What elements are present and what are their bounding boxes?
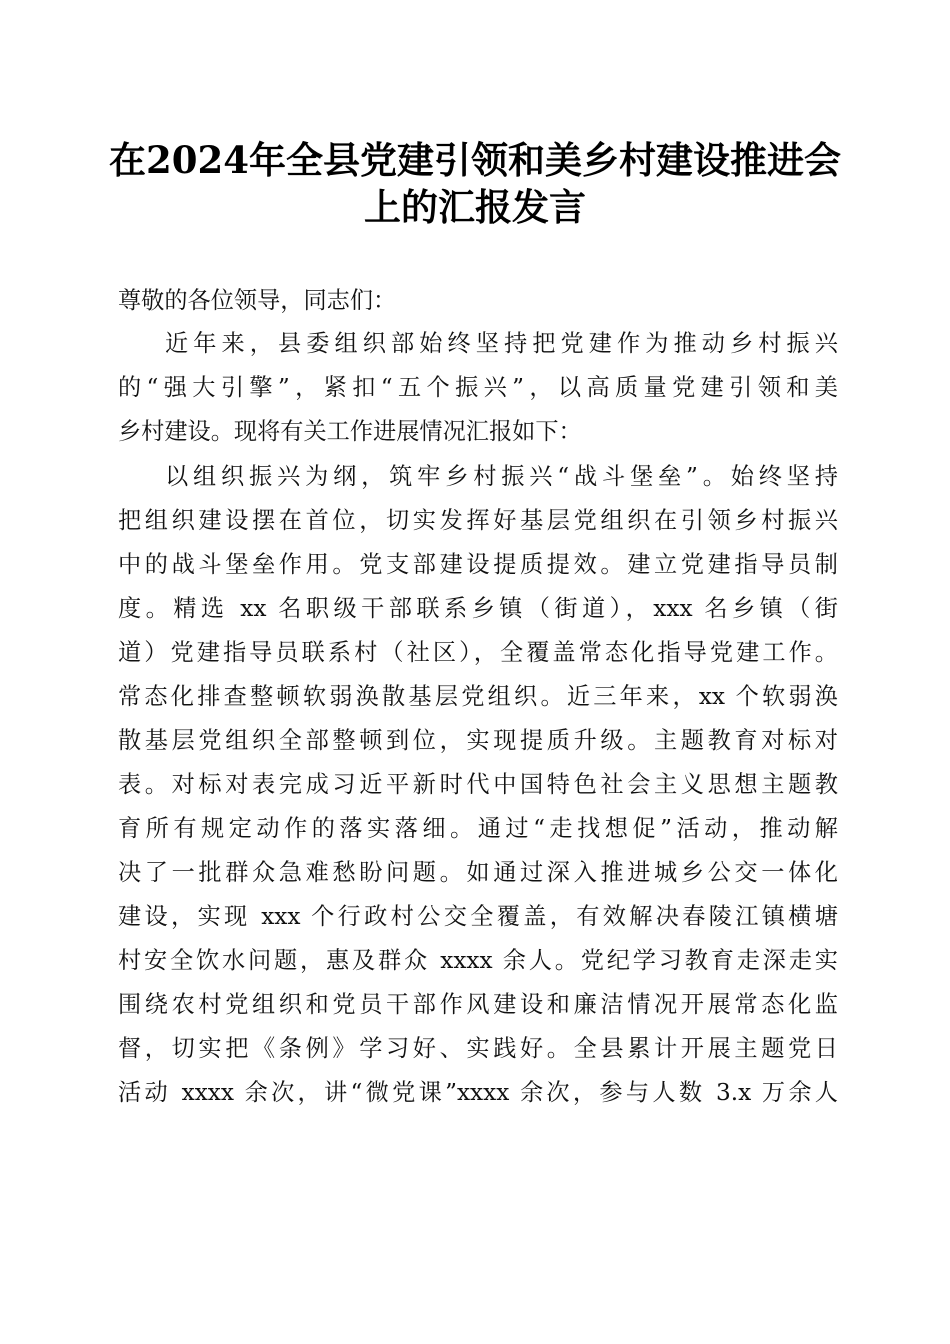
paragraph-2-line-14: 督，切实把《条例》学习好、实践好。全县累计开展主题党日 [118, 1035, 838, 1062]
paragraph-2-line-11: 建设，实现 xxx 个行政村公交全覆盖，有效解决春陵江镇横塘 [118, 903, 838, 930]
paragraph-2-line-15: 活动 xxxx 余次，讲“微党课”xxxx 余次，参与人数 3.x 万余人 [118, 1079, 838, 1106]
paragraph-2-line-10: 决了一批群众急难愁盼问题。如通过深入推进城乡公交一体化 [118, 859, 838, 886]
paragraph-1-line-1: 近年来，县委组织部始终坚持把党建作为推动乡村振兴 [165, 330, 838, 357]
paragraph-2-line-1: 以组织振兴为纲，筑牢乡村振兴“战斗堡垒”。始终坚持 [165, 463, 838, 490]
document-title-line-2: 上的汇报发言 [364, 185, 586, 229]
paragraph-2-line-13: 围绕农村党组织和党员干部作风建设和廉洁情况开展常态化监 [118, 991, 838, 1018]
document-title-line-1: 在2024年全县党建引领和美乡村建设推进会 [109, 138, 841, 182]
paragraph-2-line-5: 道）党建指导员联系村（社区），全覆盖常态化指导党建工作。 [118, 639, 838, 666]
paragraph-2-line-8: 表。对标对表完成习近平新时代中国特色社会主义思想主题教 [118, 771, 838, 798]
paragraph-2-line-4: 度。精选 xx 名职级干部联系乡镇（街道），xxx 名乡镇（街 [118, 595, 838, 622]
salutation: 尊敬的各位领导，同志们： [118, 287, 397, 314]
paragraph-2-line-3: 中的战斗堡垒作用。党支部建设提质提效。建立党建指导员制 [118, 551, 838, 578]
paragraph-2-line-7: 散基层党组织全部整顿到位，实现提质升级。主题教育对标对 [118, 727, 838, 754]
paragraph-2-line-2: 把组织建设摆在首位，切实发挥好基层党组织在引领乡村振兴 [118, 507, 838, 534]
paragraph-2-line-6: 常态化排查整顿软弱涣散基层党组织。近三年来，xx 个软弱涣 [118, 683, 838, 710]
paragraph-2-line-12: 村安全饮水问题，惠及群众 xxxx 余人。党纪学习教育走深走实 [118, 947, 838, 974]
paragraph-2-line-9: 育所有规定动作的落实落细。通过“走找想促”活动，推动解 [118, 815, 838, 842]
paragraph-1-line-2: 的“强大引擎”，紧扣“五个振兴”，以高质量党建引领和美 [118, 374, 838, 401]
paragraph-1-line-3: 乡村建设。现将有关工作进展情况汇报如下： [118, 418, 582, 445]
